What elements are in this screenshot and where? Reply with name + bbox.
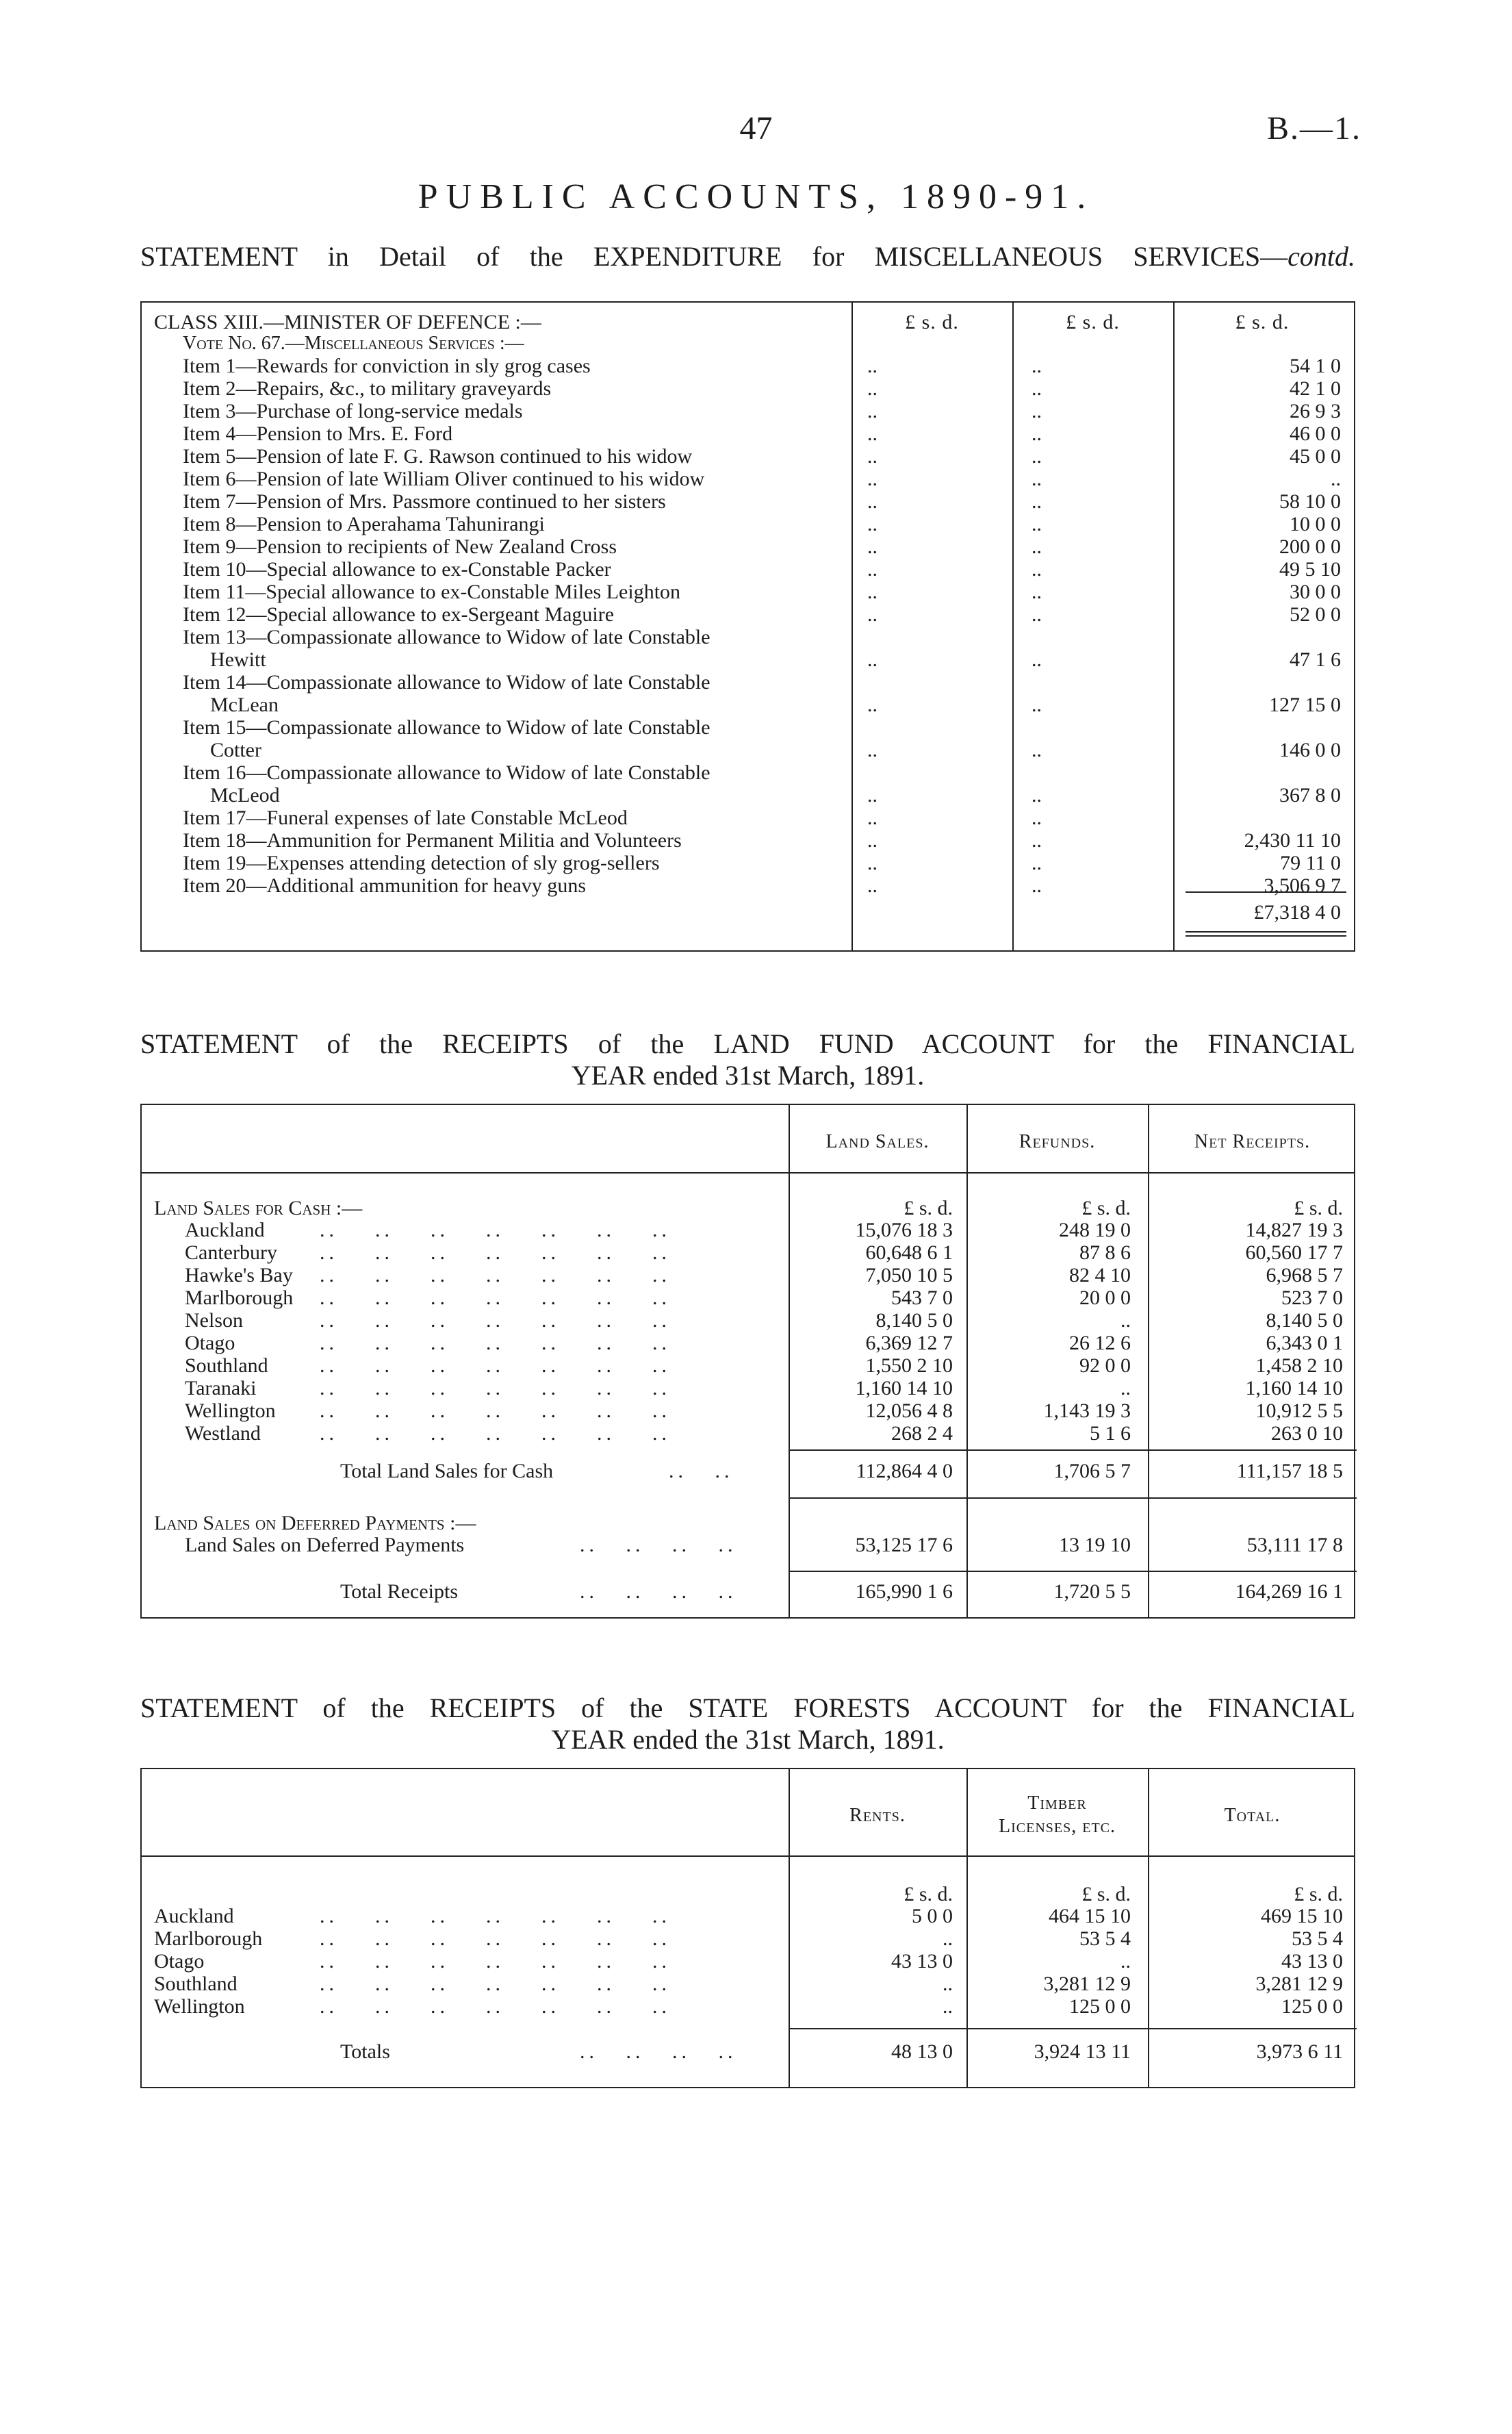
leader-dots: .. <box>867 784 877 807</box>
land-refunds-value: 82 4 10 <box>1069 1264 1131 1286</box>
land-fund-row <box>142 1219 1354 1241</box>
forest-totals-timber: 3,924 13 11 <box>1034 2040 1131 2063</box>
expenditure-item-label-cont: McLean <box>210 694 279 716</box>
land-fund-row <box>142 1422 1354 1445</box>
page-number: 47 <box>739 110 773 147</box>
leader-dots: .. <box>1032 513 1042 535</box>
expenditure-item-label: Item 11—Special allowance to ex-Constable Miles Leighton <box>183 581 681 603</box>
expenditure-item-label: Item 9—Pension to recipients of New Zealand Cross <box>183 535 617 558</box>
land-grand-total-net: 164,269 16 1 <box>1235 1580 1343 1603</box>
land-district-name: Nelson <box>185 1309 243 1332</box>
expenditure-item-label: Item 5—Pension of late F. G. Rawson continued to his widow <box>183 445 693 468</box>
expenditure-item-label: Item 6—Pension of late William Oliver continued to his widow <box>183 468 705 490</box>
leader-dots: .. <box>867 807 877 829</box>
land-sales-value: 12,056 4 8 <box>865 1399 953 1422</box>
land-deferred-refunds: 13 19 10 <box>1059 1534 1131 1556</box>
land-sales-value: 1,550 2 10 <box>865 1354 953 1377</box>
land-fund-row <box>142 1309 1354 1332</box>
leader-dots: .. <box>1032 603 1042 626</box>
leader-dots: .. .. .. .. .. .. .. <box>320 1354 671 1377</box>
expenditure-item-label: Item 1—Rewards for conviction in sly grog cases <box>183 355 591 377</box>
expenditure-item-label: Item 12—Special allowance to ex-Sergeant Maguire <box>183 603 615 626</box>
land-refunds-value: 5 1 6 <box>1090 1422 1131 1445</box>
forest-totals-label: Totals <box>340 2040 390 2063</box>
forest-district-name: Southland <box>154 1973 238 1995</box>
leader-dots: .. <box>867 445 877 468</box>
forest-money-head-2: £ s. d. <box>1081 1883 1131 1905</box>
expenditure-item-row <box>142 445 1354 468</box>
expenditure-item-row <box>142 603 1354 626</box>
land-grand-total-sales: 165,990 1 6 <box>855 1580 953 1603</box>
expenditure-item-amount: 367 8 0 <box>1279 784 1341 807</box>
leader-dots: .. .. .. .. .. .. .. <box>320 1286 671 1309</box>
land-net-value: 60,560 17 7 <box>1245 1241 1343 1264</box>
land-net-value: 14,827 19 3 <box>1245 1219 1343 1241</box>
leader-dots: .. <box>867 490 877 513</box>
land-fund-row <box>142 1332 1354 1354</box>
expenditure-item-row <box>142 716 1354 761</box>
expenditure-item-label: Item 8—Pension to Aperahama Tahunirangi <box>183 513 545 535</box>
expenditure-item-label: Item 4—Pension to Mrs. E. Ford <box>183 422 453 445</box>
leader-dots: .. <box>867 829 877 852</box>
land-refunds-value: 1,143 19 3 <box>1043 1399 1131 1422</box>
land-section-deferred: Land Sales on Deferred Payments :— <box>154 1512 476 1534</box>
expenditure-heading-contd: contd. <box>1287 241 1355 272</box>
leader-dots: .. <box>867 400 877 422</box>
leader-dots: .. <box>867 377 877 400</box>
leader-dots: .. <box>867 581 877 603</box>
expenditure-item-amount: 10 0 0 <box>1290 513 1341 535</box>
leader-dots: .. <box>1032 490 1042 513</box>
leader-dots: .. <box>1032 852 1042 874</box>
forest-col-total: Total. <box>1224 1805 1281 1826</box>
exp-col-head-3: £ s. d. <box>1235 311 1290 333</box>
expenditure-item-label: Item 15—Compassionate allowance to Widow of late Constable <box>183 716 710 739</box>
leader-dots: .. .. .. .. .. .. .. <box>320 1399 671 1422</box>
land-deferred-sales: 53,125 17 6 <box>855 1534 953 1556</box>
expenditure-item-amount: 52 0 0 <box>1290 603 1341 626</box>
land-money-head-2: £ s. d. <box>1081 1197 1131 1219</box>
forest-district-name: Marlborough <box>154 1927 263 1950</box>
expenditure-item-row <box>142 400 1354 422</box>
land-grand-total-label: Total Receipts <box>340 1580 459 1603</box>
leader-dots: .. <box>867 355 877 377</box>
land-refunds-value: 248 19 0 <box>1059 1219 1131 1241</box>
leader-dots: .. .. .. .. .. .. .. <box>320 1219 671 1241</box>
land-cash-total-row <box>142 1460 1354 1482</box>
state-forests-heading-year <box>140 1724 1355 1755</box>
expenditure-item-label-cont: McLeod <box>210 784 280 807</box>
state-forests-row <box>142 1995 1354 2018</box>
land-sales-value: 268 2 4 <box>891 1422 953 1445</box>
forest-total-value: 469 15 10 <box>1261 1905 1343 1927</box>
expenditure-item-label: Item 10—Special allowance to ex-Constable Packer <box>183 558 611 581</box>
land-net-value: 523 7 0 <box>1281 1286 1343 1309</box>
land-district-name: Wellington <box>185 1399 276 1422</box>
leader-dots: .. <box>1032 558 1042 581</box>
leader-dots: .. <box>867 852 877 874</box>
forest-rents-value: .. <box>943 1927 953 1950</box>
forest-district-name: Wellington <box>154 1995 245 2018</box>
leader-dots: .. <box>867 694 877 716</box>
leader-dots: .. <box>867 558 877 581</box>
land-refunds-value: .. <box>1120 1377 1131 1399</box>
expenditure-item-label: Item 3—Purchase of long-service medals <box>183 400 523 422</box>
leader-dots: .. <box>867 739 877 761</box>
expenditure-item-label: Item 2—Repairs, &c., to military graveyards <box>183 377 552 400</box>
forest-totals-total: 3,973 6 11 <box>1256 2040 1343 2063</box>
forest-timber-value: 464 15 10 <box>1049 1905 1131 1927</box>
expenditure-total: £7,318 4 0 <box>1253 901 1341 924</box>
expenditure-item-row <box>142 874 1354 897</box>
land-refunds-value: 92 0 0 <box>1079 1354 1131 1377</box>
expenditure-item-row <box>142 761 1354 807</box>
leader-dots: .. <box>1032 784 1042 807</box>
state-forests-row <box>142 1950 1354 1973</box>
land-cash-total-sales: 112,864 4 0 <box>856 1460 953 1482</box>
leader-dots: .. .. .. .. .. .. .. <box>320 1422 671 1445</box>
land-grand-total-row <box>142 1580 1354 1603</box>
leader-dots: .. <box>1032 874 1042 897</box>
forest-col-timber: Timber <box>1027 1792 1087 1814</box>
land-fund-heading-year <box>140 1060 1355 1091</box>
leader-dots: .. <box>867 874 877 897</box>
leader-dots: .. <box>1032 355 1042 377</box>
leader-dots: .. <box>1032 807 1042 829</box>
land-money-head-3: £ s. d. <box>1294 1197 1343 1219</box>
forest-totals-rents: 48 13 0 <box>891 2040 953 2063</box>
expenditure-item-label: Item 13—Compassionate allowance to Widow of late Constable <box>183 626 710 648</box>
land-deferred-row <box>142 1534 1354 1556</box>
land-net-value: 1,160 14 10 <box>1245 1377 1343 1399</box>
land-net-value: 8,140 5 0 <box>1266 1309 1343 1332</box>
land-fund-heading: STATEMENT of the RECEIPTS of the LAND FUND ACCOUNT for the FINANCIAL <box>140 1028 1355 1059</box>
land-section-cash: Land Sales for Cash :— <box>154 1197 363 1219</box>
expenditure-item-amount: 42 1 0 <box>1290 377 1341 400</box>
leader-dots: .. <box>1032 694 1042 716</box>
leader-dots: .. <box>1032 468 1042 490</box>
leader-dots: .. .. .. .. .. .. .. <box>320 1973 671 1995</box>
leader-dots: .. .. .. .. .. .. .. <box>320 1377 671 1399</box>
exp-col-head-2: £ s. d. <box>1066 311 1120 333</box>
land-fund-row <box>142 1377 1354 1399</box>
expenditure-item-amount: 26 9 3 <box>1290 400 1341 422</box>
land-sales-value: 6,369 12 7 <box>865 1332 953 1354</box>
land-net-value: 1,458 2 10 <box>1255 1354 1343 1377</box>
land-district-name: Marlborough <box>185 1286 294 1309</box>
expenditure-item-amount: 200 0 0 <box>1279 535 1341 558</box>
leader-dots: .. <box>867 648 877 671</box>
forest-timber-value: 3,281 12 9 <box>1043 1973 1131 1995</box>
leader-dots: .. .. <box>669 1460 734 1482</box>
expenditure-item-row <box>142 558 1354 581</box>
leader-dots: .. .. .. .. <box>580 1534 737 1556</box>
expenditure-item-amount: 47 1 6 <box>1290 648 1341 671</box>
leader-dots: .. <box>1032 400 1042 422</box>
land-fund-row <box>142 1241 1354 1264</box>
vote-title: Vote No. 67.—Miscellaneous Services :— <box>183 333 524 354</box>
land-fund-row <box>142 1399 1354 1422</box>
expenditure-item-row <box>142 807 1354 829</box>
expenditure-item-label: Item 16—Compassionate allowance to Widow of late Constable <box>183 761 710 784</box>
expenditure-item-row <box>142 535 1354 558</box>
leader-dots: .. <box>867 535 877 558</box>
forest-timber-value: 53 5 4 <box>1079 1927 1131 1950</box>
land-refunds-value: .. <box>1120 1309 1131 1332</box>
forest-total-value: 3,281 12 9 <box>1255 1973 1343 1995</box>
land-money-head-1: £ s. d. <box>904 1197 953 1219</box>
state-forests-row <box>142 1927 1354 1950</box>
expenditure-item-amount: .. <box>1331 468 1341 490</box>
expenditure-item-amount: 79 11 0 <box>1280 852 1341 874</box>
land-district-name: Taranaki <box>185 1377 257 1399</box>
land-fund-row <box>142 1354 1354 1377</box>
land-sales-value: 15,076 18 3 <box>855 1219 953 1241</box>
leader-dots: .. <box>1032 422 1042 445</box>
leader-dots: .. .. .. .. .. .. .. <box>320 1927 671 1950</box>
document-reference: B.—1. <box>1266 110 1361 147</box>
leader-dots: .. <box>867 422 877 445</box>
expenditure-heading <box>140 241 1355 272</box>
land-sales-value: 543 7 0 <box>891 1286 953 1309</box>
land-district-name: Hawke's Bay <box>185 1264 293 1286</box>
land-fund-row <box>142 1264 1354 1286</box>
land-sales-value: 60,648 6 1 <box>865 1241 953 1264</box>
state-forests-row <box>142 1905 1354 1927</box>
forest-rents-value: .. <box>943 1995 953 2018</box>
state-forests-table <box>140 1768 1355 2088</box>
expenditure-item-row <box>142 852 1354 874</box>
leader-dots: .. .. .. .. .. .. .. <box>320 1905 671 1927</box>
land-cash-total-refunds: 1,706 5 7 <box>1053 1460 1131 1482</box>
land-col-net: Net Receipts. <box>1194 1131 1311 1152</box>
land-cash-total-label: Total Land Sales for Cash <box>340 1460 554 1482</box>
forest-totals-row <box>142 2040 1354 2063</box>
class-title: CLASS XIII.—MINISTER OF DEFENCE :— <box>154 311 541 333</box>
exp-col-head-1: £ s. d. <box>905 311 959 333</box>
page-title: PUBLIC ACCOUNTS, 1890-91. <box>418 177 1094 216</box>
expenditure-item-amount: 127 15 0 <box>1269 694 1341 716</box>
leader-dots: .. <box>1032 445 1042 468</box>
expenditure-item-row <box>142 671 1354 716</box>
forest-rents-value: 5 0 0 <box>912 1905 953 1927</box>
expenditure-item-amount: 46 0 0 <box>1290 422 1341 445</box>
expenditure-heading-main: STATEMENT in Detail of the EXPENDITURE for MISCELLANEOUS SERVICES— <box>140 241 1288 272</box>
expenditure-item-label: Item 14—Compassionate allowance to Widow of late Constable <box>183 671 710 694</box>
expenditure-item-label: Item 17—Funeral expenses of late Constable McLeod <box>183 807 628 829</box>
land-district-name: Auckland <box>185 1219 265 1241</box>
land-district-name: Westland <box>185 1422 261 1445</box>
land-col-refunds: Refunds. <box>1018 1131 1096 1152</box>
forest-total-value: 43 13 0 <box>1281 1950 1343 1973</box>
leader-dots: .. .. .. .. .. .. .. <box>320 1995 671 2018</box>
leader-dots: .. .. .. .. .. .. .. <box>320 1332 671 1354</box>
leader-dots: .. .. .. .. .. .. .. <box>320 1264 671 1286</box>
land-cash-total-net: 111,157 18 5 <box>1236 1460 1343 1482</box>
land-sales-value: 7,050 10 5 <box>865 1264 953 1286</box>
land-net-value: 6,968 5 7 <box>1266 1264 1343 1286</box>
leader-dots: .. .. .. .. <box>580 1580 737 1603</box>
land-net-value: 10,912 5 5 <box>1255 1399 1343 1422</box>
land-deferred-label: Land Sales on Deferred Payments <box>185 1534 465 1556</box>
leader-dots: .. .. .. .. .. .. .. <box>320 1309 671 1332</box>
expenditure-item-label: Item 20—Additional ammunition for heavy guns <box>183 874 587 897</box>
forest-total-value: 125 0 0 <box>1281 1995 1343 2018</box>
leader-dots: .. <box>1032 648 1042 671</box>
forest-total-value: 53 5 4 <box>1292 1927 1343 1950</box>
expenditure-item-amount: 49 5 10 <box>1279 558 1341 581</box>
expenditure-item-amount: 45 0 0 <box>1290 445 1341 468</box>
forest-district-name: Auckland <box>154 1905 234 1927</box>
expenditure-item-amount: 30 0 0 <box>1290 581 1341 603</box>
expenditure-item-row <box>142 468 1354 490</box>
expenditure-item-amount: 2,430 11 10 <box>1244 829 1341 852</box>
land-refunds-value: 87 8 6 <box>1079 1241 1131 1264</box>
forest-col-licenses: Licenses, etc. <box>999 1816 1116 1837</box>
land-fund-row <box>142 1286 1354 1309</box>
land-district-name: Southland <box>185 1354 268 1377</box>
land-grand-total-refunds: 1,720 5 5 <box>1053 1580 1131 1603</box>
leader-dots: .. <box>1032 377 1042 400</box>
expenditure-item-label: Item 19—Expenses attending detection of sly grog-sellers <box>183 852 660 874</box>
land-net-value: 6,343 0 1 <box>1266 1332 1343 1354</box>
expenditure-item-amount: 54 1 0 <box>1290 355 1341 377</box>
state-forests-row <box>142 1973 1354 1995</box>
leader-dots: .. .. .. .. .. .. .. <box>320 1241 671 1264</box>
land-district-name: Canterbury <box>185 1241 277 1264</box>
forest-rents-value: .. <box>943 1973 953 1995</box>
forest-money-head-1: £ s. d. <box>904 1883 953 1905</box>
expenditure-item-row <box>142 422 1354 445</box>
leader-dots: .. .. .. .. .. .. .. <box>320 1950 671 1973</box>
expenditure-item-amount: 146 0 0 <box>1279 739 1341 761</box>
expenditure-item-row <box>142 829 1354 852</box>
forest-timber-value: 125 0 0 <box>1069 1995 1131 2018</box>
forest-district-name: Otago <box>154 1950 205 1973</box>
expenditure-item-label-cont: Cotter <box>210 739 261 761</box>
land-refunds-value: 20 0 0 <box>1079 1286 1131 1309</box>
expenditure-item-row <box>142 377 1354 400</box>
land-deferred-net: 53,111 17 8 <box>1246 1534 1343 1556</box>
expenditure-item-label: Item 18—Ammunition for Permanent Militia and Volunteers <box>183 829 682 852</box>
expenditure-item-row <box>142 355 1354 377</box>
leader-dots: .. .. .. .. <box>580 2040 737 2063</box>
expenditure-item-amount: 58 10 0 <box>1279 490 1341 513</box>
forest-money-head-3: £ s. d. <box>1294 1883 1343 1905</box>
expenditure-item-row <box>142 513 1354 535</box>
land-net-value: 263 0 10 <box>1271 1422 1343 1445</box>
leader-dots: .. <box>1032 581 1042 603</box>
leader-dots: .. <box>1032 535 1042 558</box>
expenditure-item-label: Item 7—Pension of Mrs. Passmore continued to her sisters <box>183 490 666 513</box>
land-fund-table <box>140 1104 1355 1619</box>
state-forests-heading-year-text: YEAR ended the 31st March, 1891. <box>551 1724 945 1755</box>
forest-rents-value: 43 13 0 <box>891 1950 953 1973</box>
leader-dots: .. <box>867 603 877 626</box>
expenditure-item-label-cont: Hewitt <box>210 648 266 671</box>
expenditure-item-row <box>142 490 1354 513</box>
leader-dots: .. <box>867 513 877 535</box>
forest-col-rents: Rents. <box>849 1805 906 1826</box>
expenditure-table <box>140 301 1355 952</box>
expenditure-item-row <box>142 626 1354 671</box>
forest-timber-value: .. <box>1120 1950 1131 1973</box>
land-sales-value: 1,160 14 10 <box>855 1377 953 1399</box>
leader-dots: .. <box>867 468 877 490</box>
land-district-name: Otago <box>185 1332 235 1354</box>
land-sales-value: 8,140 5 0 <box>875 1309 953 1332</box>
leader-dots: .. <box>1032 829 1042 852</box>
land-col-sales: Land Sales. <box>825 1131 930 1152</box>
land-refunds-value: 26 12 6 <box>1069 1332 1131 1354</box>
land-fund-heading-year-text: YEAR ended 31st March, 1891. <box>571 1060 925 1091</box>
state-forests-heading: STATEMENT of the RECEIPTS of the STATE FORESTS ACCOUNT for the FINANCIAL <box>140 1693 1355 1723</box>
expenditure-item-amount: 3,506 9 7 <box>1264 874 1341 897</box>
leader-dots: .. <box>1032 739 1042 761</box>
expenditure-item-row <box>142 581 1354 603</box>
